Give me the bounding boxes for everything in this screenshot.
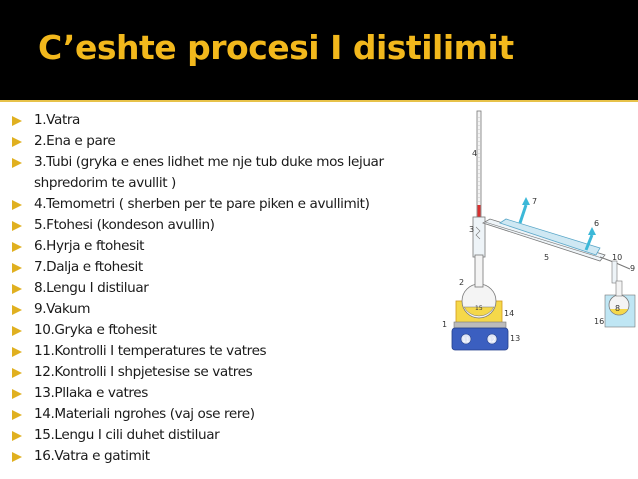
bullet-icon — [12, 368, 22, 378]
list-item — [12, 257, 432, 278]
item-text: 5.Ftohesi (kondeson avullin) — [34, 217, 215, 233]
list-item — [12, 404, 432, 425]
item-text: 7.Dalja e ftohesit — [34, 259, 143, 275]
title-divider — [0, 100, 638, 102]
bullet-icon — [12, 221, 22, 231]
bullet-list — [12, 110, 432, 467]
coolant-outlet-icon — [520, 197, 530, 223]
item-text: 13.Pllaka e vatres — [34, 385, 148, 401]
diagram-label: 8 — [615, 304, 621, 313]
list-item — [12, 341, 432, 362]
list-item — [12, 320, 432, 341]
list-item — [12, 194, 432, 215]
diagram-label: 2 — [459, 278, 465, 287]
bullet-icon — [12, 410, 22, 420]
diagram-label: 5 — [544, 253, 550, 262]
list-item — [12, 215, 432, 236]
distillation-apparatus-diagram — [440, 105, 638, 355]
list-item — [12, 110, 432, 131]
list-item — [12, 362, 432, 383]
item-text: 4.Temometri ( sherben per te pare piken e avullimit) — [34, 196, 370, 212]
item-text: 10.Gryka e ftohesit — [34, 322, 157, 338]
diagram-label: 12 — [488, 337, 496, 344]
diagram-label: 6 — [594, 219, 600, 228]
item-text: 14.Materiali ngrohes (vaj ose rere) — [34, 406, 255, 422]
item-text: 1.Vatra — [34, 112, 80, 128]
bullet-icon — [12, 242, 22, 252]
diagram-label: 4 — [472, 149, 478, 158]
bullet-icon — [12, 452, 22, 462]
thermometer-icon — [477, 111, 481, 219]
diagram-label: 9 — [630, 264, 636, 273]
diagram-label: 15 — [475, 305, 483, 312]
item-text: 16.Vatra e gatimit — [34, 448, 150, 464]
slide-title: C’eshte procesi I distilimit — [38, 28, 514, 67]
bullet-icon — [12, 347, 22, 357]
diagram-label: 14 — [504, 309, 515, 318]
list-item — [12, 278, 432, 299]
list-item — [12, 131, 432, 152]
list-item — [12, 152, 432, 194]
bullet-icon — [12, 158, 22, 168]
title-bar — [0, 0, 638, 100]
bullet-icon — [12, 200, 22, 210]
list-item — [12, 383, 432, 404]
bullet-icon — [12, 326, 22, 336]
item-text: 8.Lengu I distiluar — [34, 280, 149, 296]
item-text: 6.Hyrja e ftohesit — [34, 238, 145, 254]
list-item — [12, 425, 432, 446]
bullet-icon — [12, 305, 22, 315]
diagram-label: 1 — [442, 320, 448, 329]
item-text: 15.Lengu I cili duhet distiluar — [34, 427, 220, 443]
diagram-label: 3 — [469, 225, 475, 234]
bullet-icon — [12, 284, 22, 294]
diagram-label: 10 — [612, 253, 623, 262]
bullet-icon — [12, 116, 22, 126]
boiling-flask-icon — [456, 255, 502, 323]
bullet-icon — [12, 431, 22, 441]
diagram-label: 7 — [532, 197, 538, 206]
item-text: 11.Kontrolli I temperatures te vatres — [34, 343, 267, 359]
diagram-label: 13 — [510, 334, 521, 343]
diagram-label: 11 — [462, 337, 470, 344]
list-item — [12, 446, 432, 467]
bullet-icon — [12, 137, 22, 147]
list-item — [12, 299, 432, 320]
item-text: 2.Ena e pare — [34, 133, 116, 149]
bullet-icon — [12, 263, 22, 273]
item-text: 9.Vakum — [34, 301, 91, 317]
item-text: 12.Kontrolli I shpjetesise se vatres — [34, 364, 253, 380]
heating-mantle-icon — [452, 322, 508, 350]
diagram-label: 16 — [594, 317, 605, 326]
item-text: 3.Tubi (gryka e enes lidhet me nje tub duke mos lejuar shpredorim te avullit ) — [34, 154, 384, 191]
bullet-icon — [12, 389, 22, 399]
list-item — [12, 236, 432, 257]
